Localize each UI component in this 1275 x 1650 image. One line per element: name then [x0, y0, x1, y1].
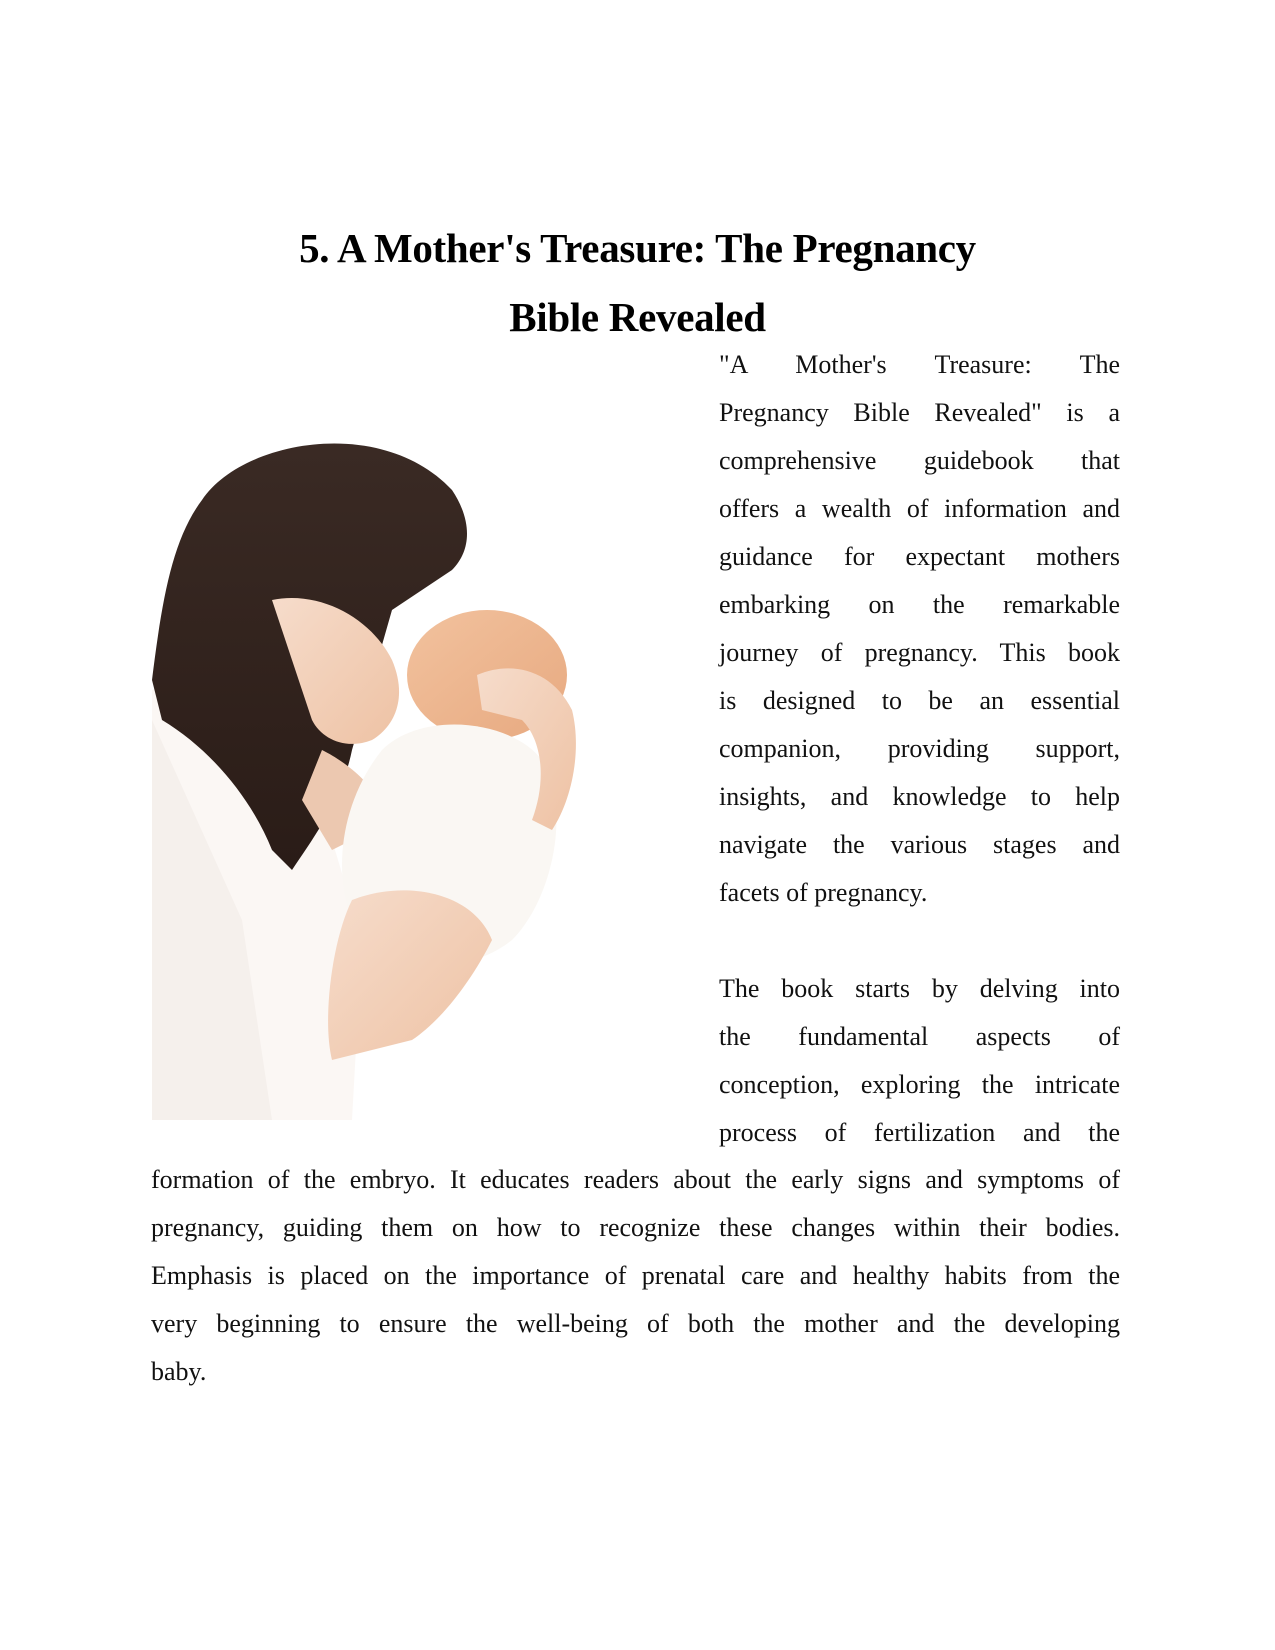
paragraph-2-line: formation of the embryo. It educates readers about the early signs and symptoms of: [151, 1165, 1120, 1194]
chapter-title-line-1: 5. A Mother's Treasure: The Pregnancy: [299, 225, 976, 271]
paragraph-1-line: journey of pregnancy. This book: [719, 638, 1120, 667]
chapter-title-line-2: Bible Revealed: [509, 294, 766, 340]
photo-mother-kissing-newborn-icon: [152, 420, 612, 1175]
paragraph-2-line: The book starts by delving into: [719, 974, 1120, 1003]
paragraph-2-line: conception, exploring the intricate: [719, 1070, 1120, 1099]
paragraph-1-line: navigate the various stages and: [719, 830, 1120, 859]
paragraph-2-line: baby.: [151, 1357, 207, 1386]
paragraph-2-line: process of fertilization and the: [719, 1118, 1120, 1147]
paragraph-1-line: "A Mother's Treasure: The: [719, 350, 1120, 379]
paragraph-1-line: facets of pregnancy.: [719, 878, 928, 907]
paragraph-1-line: companion, providing support,: [719, 734, 1120, 763]
paragraph-2-line: Emphasis is placed on the importance of prenatal care and healthy habits from the: [151, 1261, 1120, 1290]
paragraph-1-line: Pregnancy Bible Revealed" is a: [719, 398, 1120, 427]
paragraph-1-line: embarking on the remarkable: [719, 590, 1120, 619]
mother-baby-photo: [152, 420, 612, 1175]
paragraph-1-line: comprehensive guidebook that: [719, 446, 1120, 475]
paragraph-2-line: pregnancy, guiding them on how to recognize these changes within their bodies.: [151, 1213, 1120, 1242]
paragraph-2-line: the fundamental aspects of: [719, 1022, 1120, 1051]
paragraph-1-line: guidance for expectant mothers: [719, 542, 1120, 571]
paragraph-1-line: insights, and knowledge to help: [719, 782, 1120, 811]
paragraph-1-line: is designed to be an essential: [719, 686, 1120, 715]
paragraph-1-line: offers a wealth of information and: [719, 494, 1120, 523]
paragraph-2-line: very beginning to ensure the well-being of both the mother and the developing: [151, 1309, 1120, 1338]
